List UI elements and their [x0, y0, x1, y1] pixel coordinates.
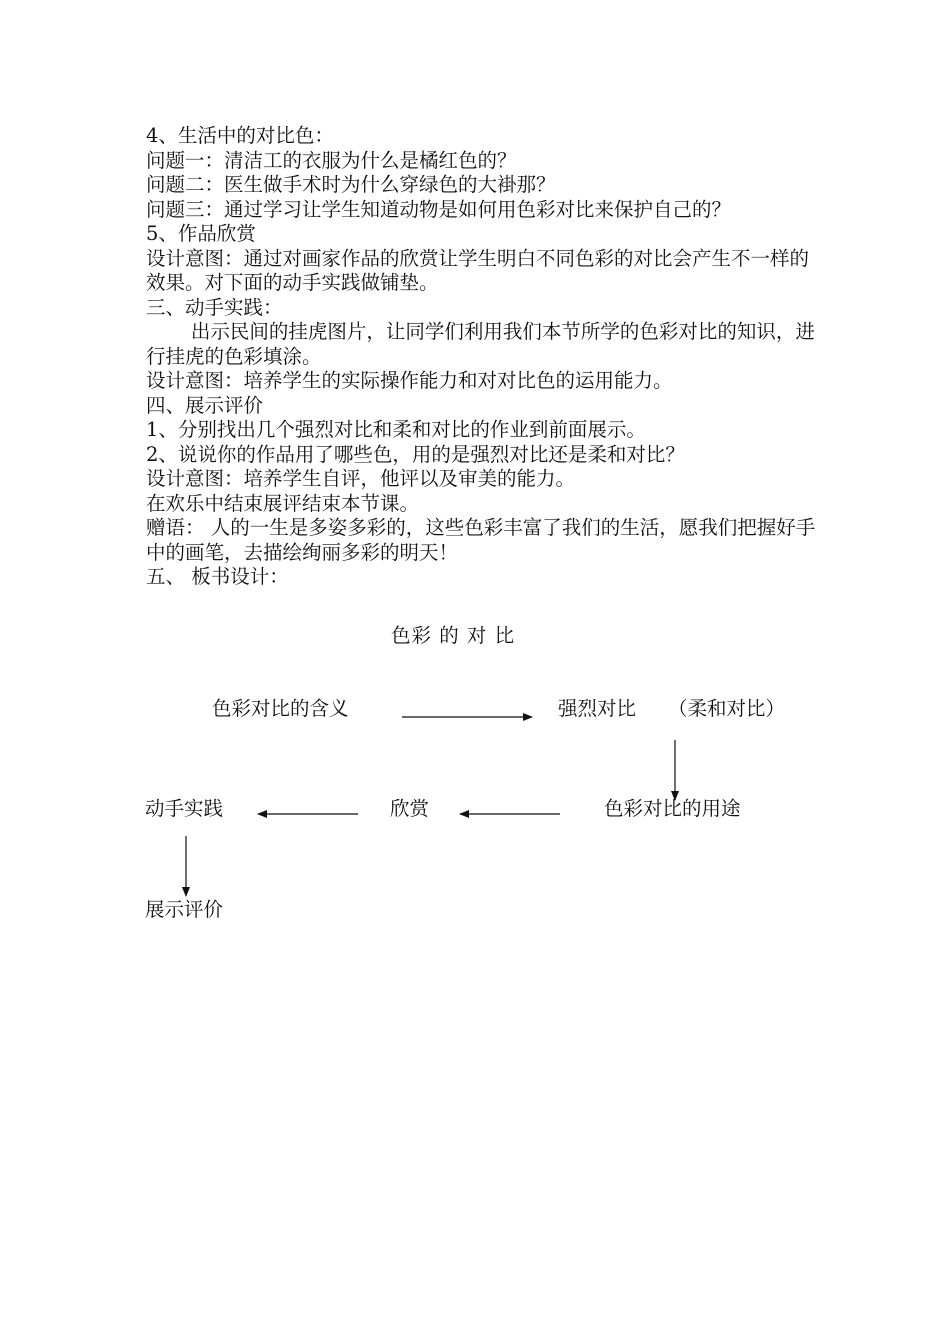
text-line: 问题一：清洁工的衣服为什么是橘红色的？ [146, 148, 517, 172]
node-evaluate: 展示评价 [145, 898, 224, 921]
text-line: 问题二：医生做手术时为什么穿绿色的大褂那？ [146, 173, 556, 196]
text-line: 赠语： 人的一生是多姿多彩的，这些色彩丰富了我们的生活，愿我们把握好手中的画笔，去描绘绚丽多彩的明天！ [146, 516, 816, 564]
text-line: 1、分别找出几个强烈对比和柔和对比的作业到前面展示。 [146, 418, 646, 441]
text-line: 问题三：通过学习让学生知道动物是如何用色彩对比来保护自己的？ [146, 197, 732, 221]
text-line: 出示民间的挂虎图片，让同学们利用我们本节所学的色彩对比的知识，进行挂虎的色彩填涂。 [146, 320, 815, 368]
node-soft-contrast: （柔和对比） [668, 697, 786, 720]
node-practice: 动手实践 [145, 797, 224, 820]
text-line: 三、动手实践： [146, 295, 283, 319]
text-line: 2、说说你的作品用了哪些色，用的是强烈对比还是柔和对比？ [146, 442, 685, 466]
node-appreciate: 欣赏 [390, 797, 430, 820]
text-line: 设计意图：培养学生自评，他评以及审美的能力。 [146, 467, 576, 490]
board-title: 色彩 的 对 比 [391, 624, 516, 647]
node-meaning: 色彩对比的含义 [212, 697, 349, 720]
node-strong-contrast: 强烈对比 [558, 697, 637, 720]
text-line: 设计意图：通过对画家作品的欣赏让学生明白不同色彩的对比会产生不一样的效果。对下面的动手实践做铺垫。 [146, 246, 810, 294]
text-line: 在欢乐中结束展评结束本节课。 [146, 491, 420, 515]
text-line: 设计意图：培养学生的实际操作能力和对对比色的运用能力。 [146, 369, 673, 392]
text-line: 5、作品欣赏 [146, 222, 256, 245]
text-line: 4、生活中的对比色： [146, 124, 334, 147]
node-uses: 色彩对比的用途 [604, 797, 741, 820]
text-line: 四、展示评价 [146, 393, 264, 417]
text-line: 五、 板书设计： [146, 565, 289, 588]
